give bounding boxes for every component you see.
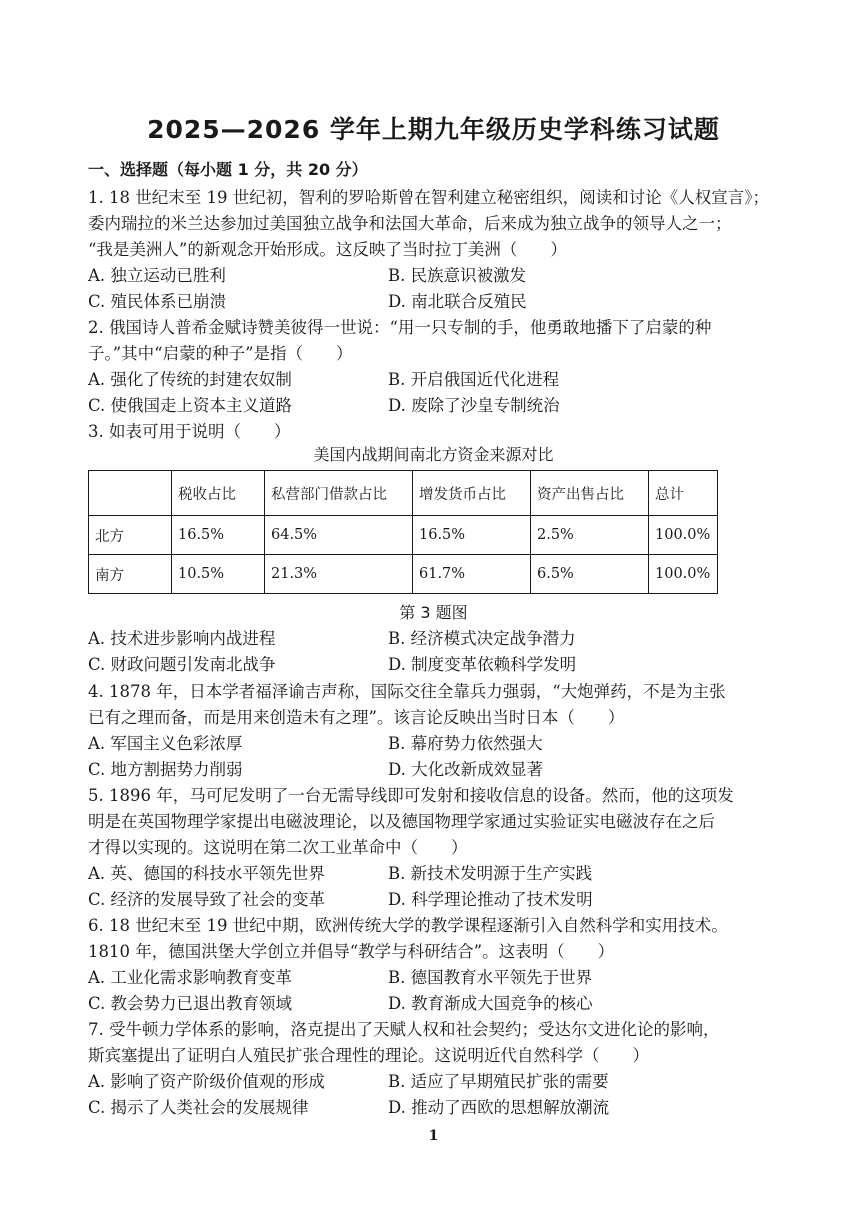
- q7-option-b: B. 适应了早期殖民扩张的需要: [388, 1072, 609, 1091]
- q6-line-2: 1810 年，德国洪堡大学创立并倡导“教学与科研结合”。这表明（ ）: [88, 942, 615, 961]
- table-cell: 2.5%: [531, 516, 649, 555]
- table-cell: 64.5%: [265, 516, 413, 555]
- q5-line-3: 才得以实现的。这说明在第二次工业革命中（ ）: [88, 838, 468, 857]
- table-row: [89, 516, 718, 555]
- figure-caption: 第 3 题图: [399, 603, 468, 622]
- q1-option-b: B. 民族意识被激发: [388, 266, 527, 285]
- q1-option-c: C. 殖民体系已崩溃: [88, 292, 227, 311]
- q5-line-2: 明是在英国物理学家提出电磁波理论，以及德国物理学家通过实验证实电磁波存在之后: [88, 812, 715, 831]
- table-row: [89, 555, 718, 594]
- q1-line-3: “我是美洲人”的新观念开始形成。这反映了当时拉丁美洲（ ）: [88, 240, 567, 259]
- q4-option-c: C. 地方割据势力削弱: [88, 760, 243, 779]
- q4-line-1: 4. 1878 年，日本学者福泽谕吉声称，国际交往全靠兵力强弱，“大炮弹药，不是为主张: [88, 682, 726, 701]
- table-cell: 61.7%: [413, 555, 531, 594]
- q1-line-2: 委内瑞拉的米兰达参加过美国独立战争和法国大革命，后来成为独立战争的领导人之一；: [88, 214, 732, 233]
- q5-option-d: D. 科学理论推动了技术发明: [388, 890, 593, 909]
- page-number: 1: [428, 1128, 439, 1144]
- q3-option-a: A. 技术进步影响内战进程: [88, 629, 276, 648]
- q3-option-d: D. 制度变革依赖科学发明: [388, 655, 577, 674]
- table-cell: 南方: [89, 555, 172, 594]
- q7-option-d: D. 推动了西欧的思想解放潮流: [388, 1098, 610, 1117]
- q2-option-d: D. 废除了沙皇专制统治: [388, 396, 560, 415]
- exam-title: 2025—2026 学年上期九年级历史学科练习试题: [147, 115, 720, 144]
- table-cell: 21.3%: [265, 555, 413, 594]
- table-cell: 16.5%: [413, 516, 531, 555]
- table-header-cell: 私营部门借款占比: [265, 471, 413, 516]
- q6-option-c: C. 教会势力已退出教育领域: [88, 994, 293, 1013]
- q3-line-1: 3. 如表可用于说明（ ）: [88, 422, 291, 441]
- table-header-row: [89, 471, 718, 516]
- table-header-cell: 税收占比: [172, 471, 265, 516]
- q2-option-a: A. 强化了传统的封建农奴制: [88, 370, 292, 389]
- q4-line-2: 已有之理而备，而是用来创造未有之理”。该言论反映出当时日本（ ）: [88, 708, 625, 727]
- table-header-cell: 总计: [649, 471, 718, 516]
- q6-option-b: B. 德国教育水平领先于世界: [388, 968, 593, 987]
- q2-option-c: C. 使俄国走上资本主义道路: [88, 396, 293, 415]
- q4-option-d: D. 大化改新成效显著: [388, 760, 544, 779]
- table-cell: 16.5%: [172, 516, 265, 555]
- table-header-cell: 增发货币占比: [413, 471, 531, 516]
- q1-option-a: A. 独立运动已胜利: [88, 266, 226, 285]
- q4-option-b: B. 幕府势力依然强大: [388, 734, 543, 753]
- q2-option-b: B. 开启俄国近代化进程: [388, 370, 560, 389]
- section-heading: 一、选择题（每小题 1 分，共 20 分）: [88, 160, 368, 179]
- table-cell: 6.5%: [531, 555, 649, 594]
- table-cell: 100.0%: [649, 516, 718, 555]
- q5-option-b: B. 新技术发明源于生产实践: [388, 864, 593, 883]
- q5-option-c: C. 经济的发展导致了社会的变革: [88, 890, 326, 909]
- table-header-cell: 资产出售占比: [531, 471, 649, 516]
- q1-option-d: D. 南北联合反殖民: [388, 292, 527, 311]
- q7-line-2: 斯宾塞提出了证明白人殖民扩张合理性的理论。这说明近代自然科学（ ）: [88, 1046, 649, 1065]
- table-caption: 美国内战期间南北方资金来源对比: [313, 445, 554, 464]
- funding-table: [88, 470, 718, 594]
- q2-line-1: 2. 俄国诗人普希金赋诗赞美彼得一世说：“用一只专制的手，他勇敢地播下了启蒙的种: [88, 318, 712, 337]
- table-cell: 100.0%: [649, 555, 718, 594]
- q6-option-d: D. 教育渐成大国竞争的核心: [388, 994, 593, 1013]
- table-cell: 10.5%: [172, 555, 265, 594]
- q7-line-1: 7. 受牛顿力学体系的影响，洛克提出了天赋人权和社会契约；受达尔文进化论的影响，: [88, 1020, 720, 1039]
- table-cell: 北方: [89, 516, 172, 555]
- q7-option-a: A. 影响了资产阶级价值观的形成: [88, 1072, 325, 1091]
- q7-option-c: C. 揭示了人类社会的发展规律: [88, 1098, 309, 1117]
- q2-line-2: 子。”其中“启蒙的种子”是指（ ）: [88, 344, 353, 363]
- q3-option-b: B. 经济模式决定战争潜力: [388, 629, 576, 648]
- q1-line-1: 1. 18 世纪末至 19 世纪初，智利的罗哈斯曾在智利建立秘密组织，阅读和讨论《人权宣言》；: [88, 188, 769, 207]
- q6-option-a: A. 工业化需求影响教育变革: [88, 968, 292, 987]
- q5-line-1: 5. 1896 年，马可尼发明了一台无需导线即可发射和接收信息的设备。然而，他的这项发: [88, 786, 734, 805]
- q6-line-1: 6. 18 世纪末至 19 世纪中期，欧洲传统大学的教学课程逐渐引入自然科学和实用技术。: [88, 916, 728, 935]
- q3-option-c: C. 财政问题引发南北战争: [88, 655, 276, 674]
- q4-option-a: A. 军国主义色彩浓厚: [88, 734, 243, 753]
- table-header-cell: [89, 471, 172, 516]
- q5-option-a: A. 英、德国的科技水平领先世界: [88, 864, 325, 883]
